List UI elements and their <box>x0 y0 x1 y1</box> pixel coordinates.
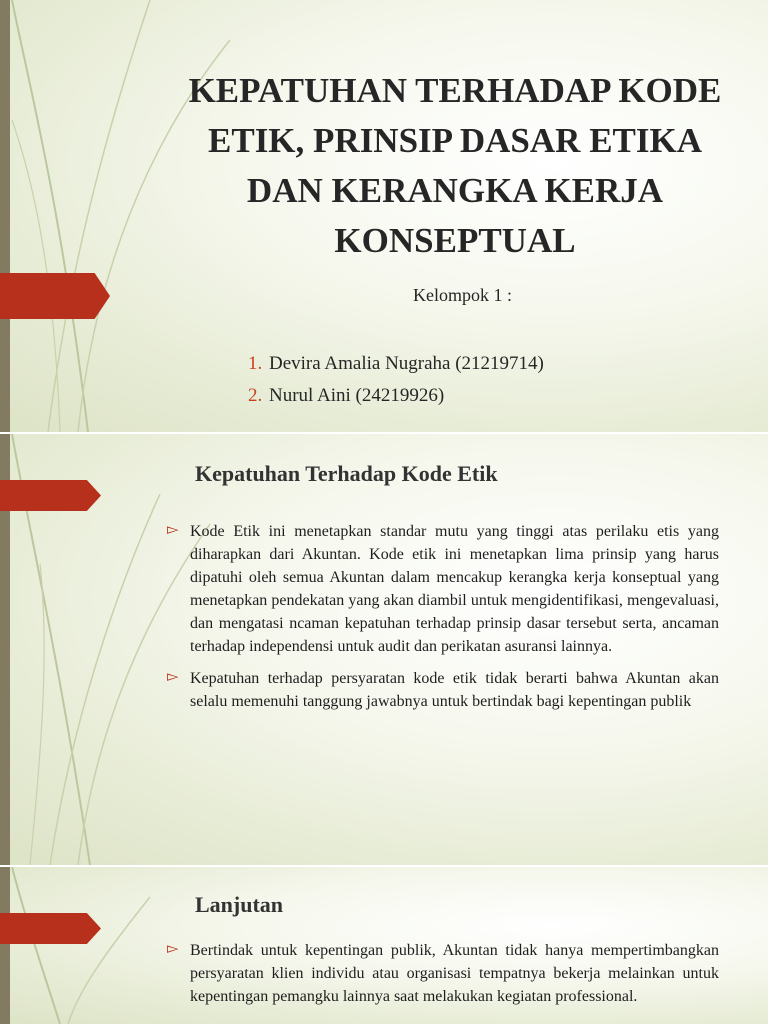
title-slide <box>0 0 768 432</box>
slide-heading: Kepatuhan Terhadap Kode Etik <box>195 461 498 486</box>
bullet-text: Kode Etik ini menetapkan standar mutu yang tinggi atas perilaku etis yang diharapkan dari Akuntan. Kode etik ini menetapkan lima prinsip yang harus dipatuhi oleh semua Akuntan dalam mencakup kerangka kerja konseptual yang menetapkan pendekatan yang akan diambil untuk mengidentifikasi, mengevaluasi, dan mengatasi ncaman kepatuhan terhadap prinsip dasar tersebut serta, ancaman terhadap independensi untuk audit dan perikatan asuransi lainnya. <box>190 523 719 655</box>
member-name: Devira Amalia Nugraha (21219714) <box>269 353 544 374</box>
member-list <box>248 348 544 412</box>
slide-heading: Lanjutan <box>195 892 284 917</box>
bullet-list <box>167 939 719 1017</box>
group-label: Kelompok 1 : <box>413 285 512 305</box>
list-item <box>248 348 544 380</box>
slide-title: KEPATUHAN TERHADAP KODE ETIK, PRINSIP DASAR ETIKA DAN KERANGKA KERJA KONSEPTUAL <box>188 71 722 260</box>
list-number: 1. <box>248 353 263 374</box>
content-slide <box>0 434 768 865</box>
member-name: Nurul Aini (24219926) <box>269 385 445 406</box>
arrow-bullet-icon: ▻ <box>167 522 179 538</box>
accent-tab <box>0 913 101 944</box>
accent-tab <box>0 273 110 319</box>
list-item <box>167 939 719 1008</box>
content-slide <box>0 867 768 1024</box>
list-item <box>248 380 544 412</box>
bullet-text: Bertindak untuk kepentingan publik, Akuntan tidak hanya mempertimbangkan persyaratan klien individu atau organisasi tempatnya bekerja melainkan untuk kepentingan pemangku lainnya saat melakukan kegiatan professional. <box>190 942 719 1005</box>
bullet-list <box>167 520 719 722</box>
list-number: 2. <box>248 385 263 406</box>
bullet-text: Kepatuhan terhadap persyaratan kode etik tidak berarti bahwa Akuntan akan selalu memenuhi tanggung jawabnya untuk bertindak bagi kepentingan publik <box>190 670 719 710</box>
list-item <box>167 667 719 713</box>
accent-tab <box>0 480 101 511</box>
arrow-bullet-icon: ▻ <box>167 941 179 957</box>
list-item <box>167 520 719 658</box>
arrow-bullet-icon: ▻ <box>167 669 179 685</box>
